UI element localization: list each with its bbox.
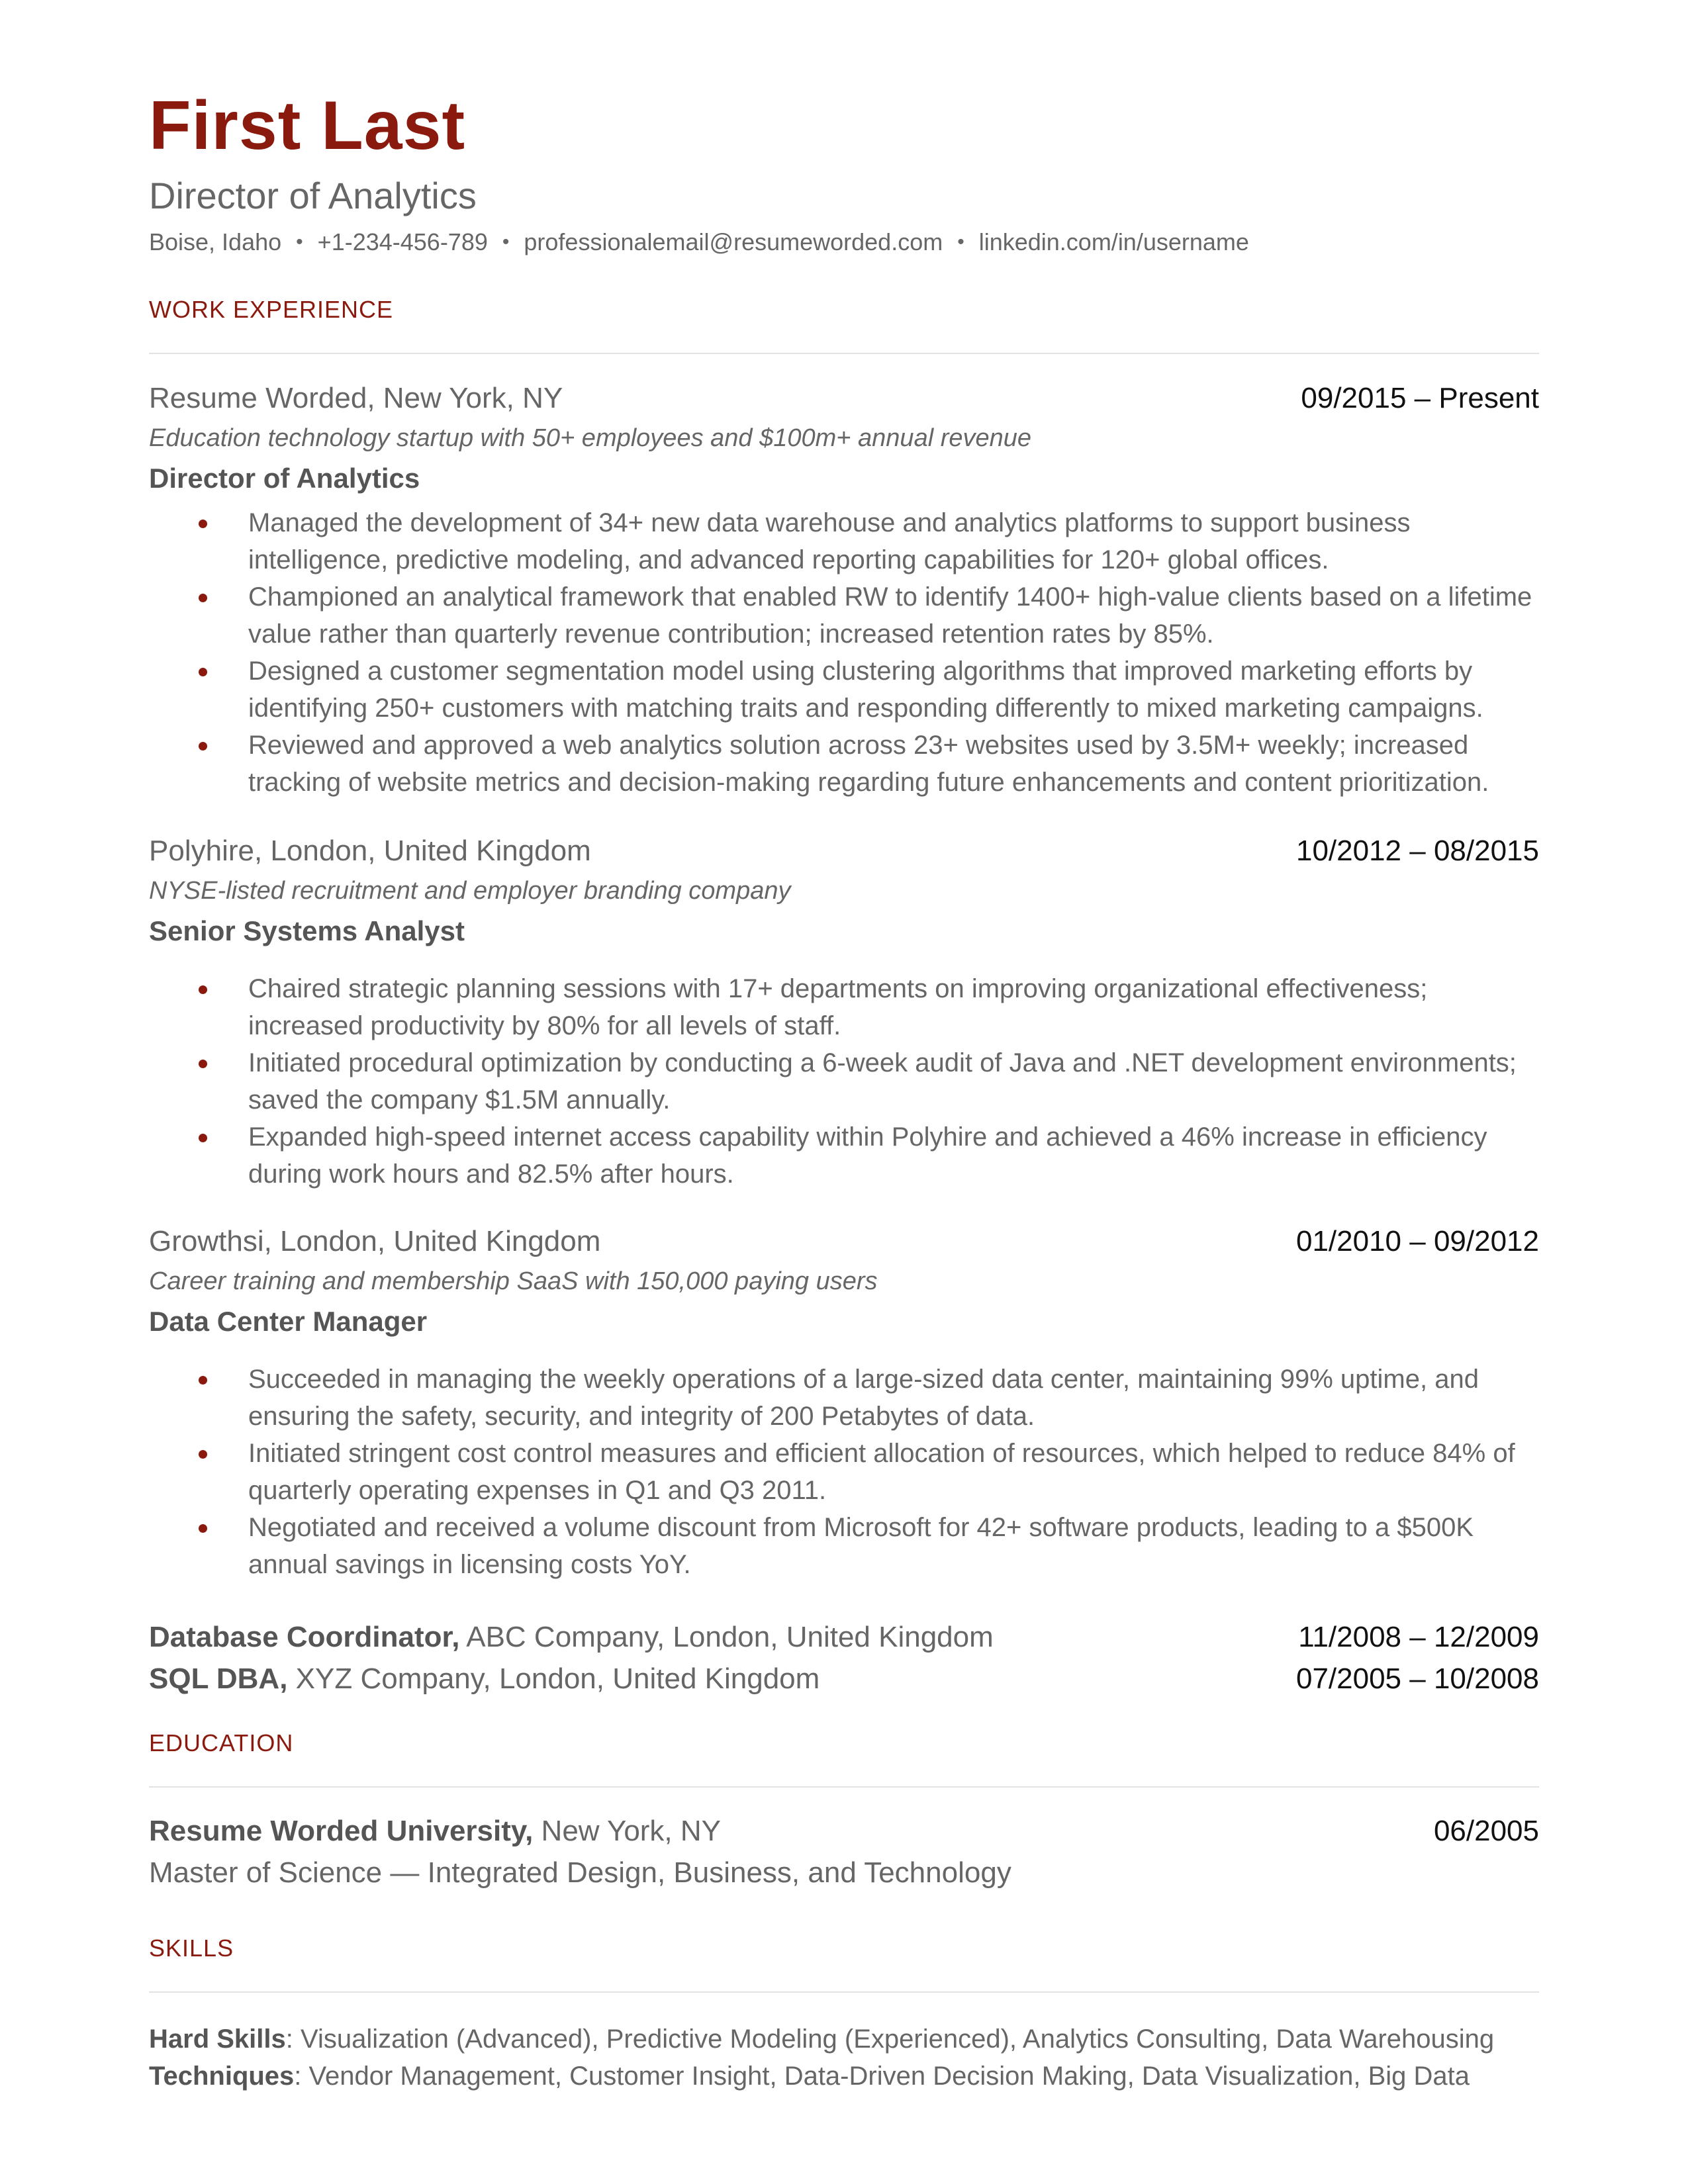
resume-page [149,0,1539,2184]
section-heading-education: EDUCATION [149,1729,294,1756]
bullet-icon [199,1450,207,1459]
job-description: NYSE-listed recruitment and employer branding company [149,877,791,905]
contact-separator: • [957,230,964,253]
job-bullet: Succeeded in managing the weekly operations of a large-sized data center, maintaining 99% uptime, and ensuring the safety, security, and integrity of 200 Petabytes of data. [149,1361,1532,1435]
skill-label: Hard Skills [149,2025,286,2054]
bullet-icon [199,520,207,528]
job-bullet: Chaired strategic planning sessions with 17+ departments on improving organizational effectiveness; increased productivity by 80% for all levels of staff. [149,970,1532,1044]
candidate-name: First Last [149,87,466,164]
skill-row [149,2058,1470,2095]
job-bullet: Negotiated and received a volume discount from Microsoft for 42+ software products, leading to a $500K annual savings in licensing costs YoY. [149,1509,1532,1583]
bullet-icon [199,742,207,751]
job-bullet: Initiated procedural optimization by conducting a 6-week audit of Java and .NET development environments; saved the company $1.5M annually. [149,1044,1532,1118]
job-entry [149,831,1539,1193]
job-bullets [149,970,1539,1193]
bullet-icon [199,1134,207,1142]
contact-email[interactable]: professionalemail@resumeworded.com [524,228,943,255]
contact-separator: • [296,230,303,253]
bullet-icon [199,668,207,676]
job-company: Resume Worded, New York, NY [149,382,563,414]
previous-role-row [149,1659,1539,1700]
section-divider [149,1786,1539,1788]
previous-role-company: ABC Company, London, United Kingdom [459,1621,994,1653]
education-row [149,1811,1539,1852]
contact-line [149,228,1249,256]
job-role: Data Center Manager [149,1306,428,1337]
previous-role-dates: 07/2005 – 10/2008 [1295,1662,1539,1695]
section-divider [149,1991,1539,1993]
skill-value: : Visualization (Advanced), Predictive Modeling (Experienced), Analytics Consulting, Data Warehousing [285,2025,1495,2054]
job-bullet: Expanded high-speed internet access capability within Polyhire and achieved a 46% increase in efficiency during work hours and 82.5% after hours. [149,1118,1532,1193]
education-date: 06/2005 [1433,1815,1539,1847]
previous-role-company: XYZ Company, London, United Kingdom [287,1662,820,1695]
section-divider [149,353,1539,354]
job-bullet: Initiated stringent cost control measures and efficient allocation of resources, which helped to reduce 84% of quarterly operating expenses in Q1 and Q3 2011. [149,1435,1532,1509]
education-degree: Master of Science — Integrated Design, Business, and Technology [149,1856,1011,1889]
job-description: Career training and membership SaaS with 150,000 paying users [149,1267,878,1295]
contact-location: Boise, Idaho [149,228,282,255]
contact-phone: +1-234-456-789 [317,228,488,255]
job-bullet: Championed an analytical framework that enabled RW to identify 1400+ high-value clients based on a lifetime value rather than quarterly revenue contribution; increased retention rates by 85%. [149,578,1532,653]
job-dates: 09/2015 – Present [1301,382,1539,414]
job-entry [149,379,1539,801]
candidate-title: Director of Analytics [149,175,477,216]
contact-linkedin[interactable]: linkedin.com/in/username [978,228,1249,255]
education-school: Resume Worded University, [149,1815,534,1847]
skill-row [149,2021,1494,2058]
job-dates: 01/2010 – 09/2012 [1295,1225,1539,1257]
job-bullet: Reviewed and approved a web analytics solution across 23+ websites used by 3.5M+ weekly; increased tracking of website metrics and decision-making regarding future enhancements and content prioritization. [149,727,1532,801]
job-bullets [149,1361,1539,1583]
skill-value: : Vendor Management, Customer Insight, Data-Driven Decision Making, Data Visualization, Big Data [294,2062,1470,2091]
education-location: New York, NY [533,1815,722,1847]
job-role: Senior Systems Analyst [149,915,465,946]
job-entry [149,1222,1539,1583]
previous-role-row [149,1617,1539,1658]
bullet-icon [199,1060,207,1068]
job-bullet: Managed the development of 34+ new data warehouse and analytics platforms to support business intelligence, predictive modeling, and advanced reporting capabilities for 120+ global offices. [149,504,1532,578]
job-company: Growthsi, London, United Kingdom [149,1225,601,1257]
bullet-icon [199,1524,207,1533]
bullet-icon [199,1376,207,1385]
previous-role-title: Database Coordinator, [149,1621,460,1653]
contact-separator: • [502,230,510,253]
job-dates: 10/2012 – 08/2015 [1295,835,1539,867]
bullet-icon [199,985,207,994]
job-role: Director of Analytics [149,463,420,494]
skill-label: Techniques [149,2062,295,2091]
job-bullets [149,504,1539,801]
previous-role-title: SQL DBA, [149,1662,288,1695]
previous-role-dates: 11/2008 – 12/2009 [1298,1621,1539,1653]
bullet-icon [199,594,207,602]
job-bullet: Designed a customer segmentation model using clustering algorithms that improved marketing efforts by identifying 250+ customers with matching traits and responding differently to mixed marketing campaigns. [149,653,1532,727]
job-description: Education technology startup with 50+ employees and $100m+ annual revenue [149,424,1032,452]
section-heading-work: WORK EXPERIENCE [149,296,394,323]
section-heading-skills: SKILLS [149,1934,234,1962]
job-company: Polyhire, London, United Kingdom [149,835,591,867]
